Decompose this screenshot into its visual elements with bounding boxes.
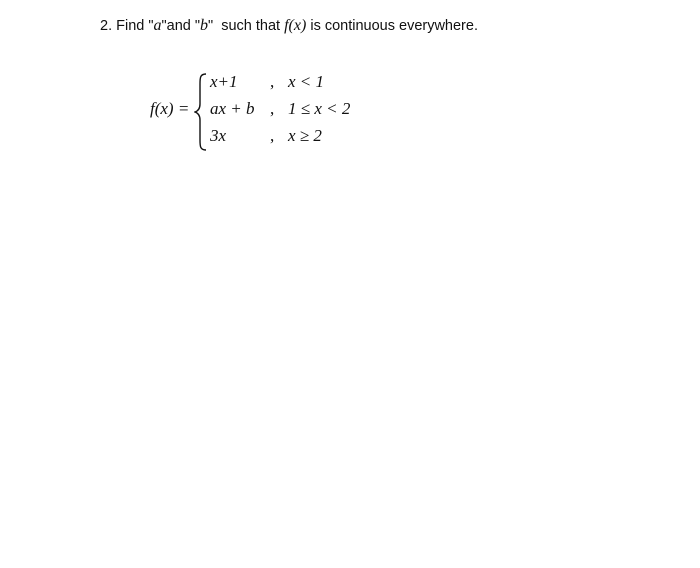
case-row [210,99,370,121]
case-condition: x < 1 [288,72,325,91]
problem-text-mid1: "and " [161,18,201,34]
case-comma: , [270,99,275,118]
case-expression: 3x [210,126,227,145]
function-lhs: f(x) = [150,99,190,118]
problem-statement [100,16,478,36]
variable-a: a [153,17,162,34]
piecewise-function [150,72,370,156]
case-expression: x+1 [210,72,238,91]
problem-text-mid2: " such that [208,18,285,34]
case-condition: x ≥ 2 [288,126,322,145]
case-comma: , [270,126,275,145]
left-brace-icon [194,72,208,152]
problem-number: 2. [100,18,113,34]
function-name: f(x) [284,17,307,34]
problem-text-before: Find " [116,18,154,34]
problem-text-after: is continuous everywhere. [306,18,478,34]
case-comma: , [270,72,275,91]
case-row [210,126,370,148]
variable-b: b [200,17,209,34]
case-expression: ax + b [210,99,255,118]
case-condition: 1 ≤ x < 2 [288,99,351,118]
case-row [210,72,370,94]
